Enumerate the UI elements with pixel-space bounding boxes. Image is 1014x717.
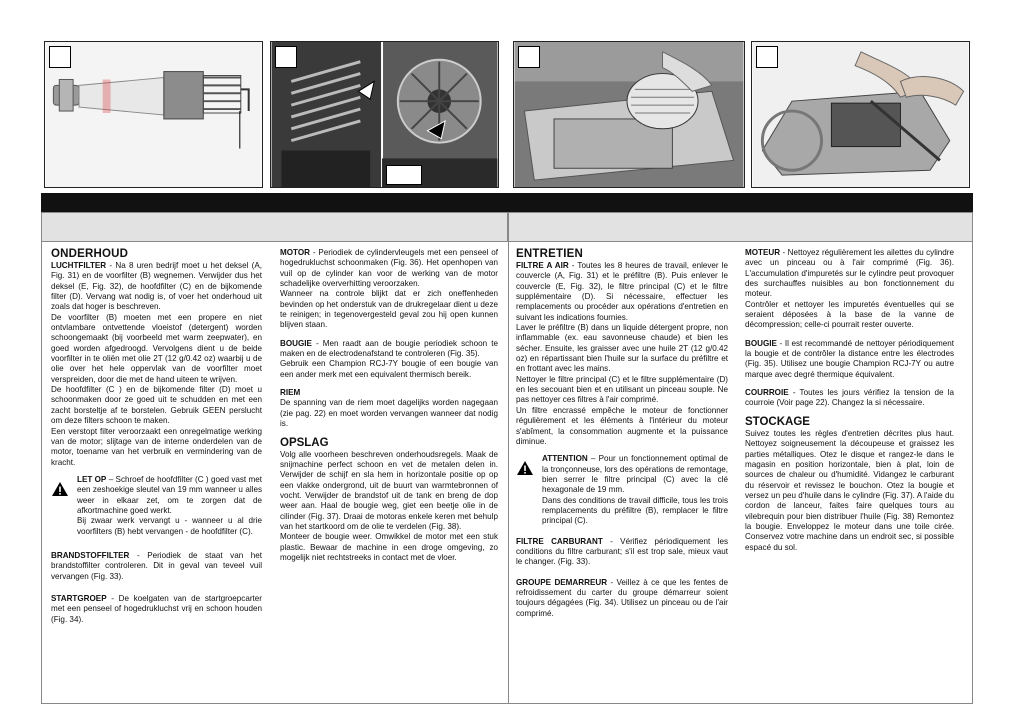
fr-filtre-paragraph: FILTRE A AIR - Toutes les 8 heures de travail, enlever le couvercle (A, Fig. 31) et le préfiltre (B). Puis enlever le couvercle (E, Fig. 32), le filtre principal (C) et le filtre supplémentaire (D). Si nécessaire, effectuer les remplacements ou procéder aux opérations d'entretien en suivant les indications fournies.	[516, 261, 728, 322]
nl-riem-paragraph: De spanning van de riem moet dagelijks worden nagegaan (zie pag. 22) en moet worden vervangen wanneer dat nodig is.	[280, 398, 498, 429]
fr-nettoyer-paragraph: Nettoyer le filtre principal (C) et le filtre supplémentaire (D) en les secouant bien et en utilisant un pinceau souple. Ne pas nettoyer ces filtres à l'air comprimé.	[516, 374, 728, 405]
machine-icon	[752, 42, 969, 187]
fr-moteur-paragraph-2: Contrôler et nettoyer les impuretés éventuelles qui se seraient déposées à la base de la vanne de décompression; celle-ci pourrait rester ouverte.	[745, 299, 954, 330]
air-filter-icon	[514, 42, 744, 187]
spark-plug-icon	[45, 42, 262, 187]
fr-warning-text: ATTENTION – Pour un fonctionnement optimal de la tronçonneuse, lors des opérations de remontage, bien serrer le filtre principal (C) avec la clé hexagonale de 19 mm.	[542, 454, 728, 495]
nl-column-1	[51, 248, 262, 632]
fr-groupe-paragraph: GROUPE DEMARREUR - Veillez à ce que les fentes de refroidissement du carter du groupe démarreur soient toujours dégagées (Fig. 34). Utilisez un pinceau ou de l'air comprimé.	[516, 577, 728, 618]
fr-courroie-paragraph: COURROIE - Toutes les jours vérifiez la tension de la courroie (Voir page 22). Changez la si nécessaire.	[745, 388, 954, 408]
nl-motor-paragraph-2: Wanneer na controle blijkt dat er zich oneffenheden bevinden op het onderstuk van de drukregelaar dient u deze te reinigen; in tegenovergesteld geval zou hij open kunnen blijven staan.	[280, 289, 498, 330]
fr-moteur-paragraph: MOTEUR - Nettoyez régulièrement les ailettes du cylindre avec un pinceau ou à l'air comprimé (Fig. 36). L'accumulation d'impuretés sur le cylindre peut provoquer des surchauffes nuisibles au bon fonctionnement du moteur.	[745, 248, 954, 299]
section-header-bar	[41, 193, 973, 212]
fr-bougie-paragraph: BOUGIE - Il est recommandé de nettoyer périodiquement la bougie et de contrôler la distance entre les électrodes (Fig. 35). Utilisez une bougie Champion RCJ-7Y ou autre marque avec degré thermique équivalent.	[745, 338, 954, 379]
air-filter-photo	[513, 41, 745, 188]
nl-verstopt-paragraph: Een verstopt filter veroorzaakt een onregelmatige werking van de motor; slijtage van de interne onderdelen van de motor, toename van het verbruik en vermindering van de kracht.	[51, 426, 262, 467]
figure-number-box	[386, 165, 422, 185]
column-divider	[508, 212, 509, 704]
nl-opslag-heading: OPSLAG	[280, 436, 329, 449]
fr-carburant-paragraph: FILTRE CARBURANT - Vérifiez périodiquement les conditions du filtre carburant; s'il est trop sale, mieux vaut le changer. (Fig. 33).	[516, 536, 728, 567]
fr-heading: ENTRETIEN	[516, 248, 583, 260]
figure-number-box	[756, 46, 778, 68]
fr-stockage-paragraph: Suivez toutes les règles d'entretien décrites plus haut. Nettoyez soigneusement la découpeuse et graissez les parties métalliques. Otez le disque et rangez-le dans le magasin en position horizontale, bien à plat, loin de sources de chaleur ou d'humidité. Vidangez le carburant du réservoir et revissez le bouchon. Otez la bougie et versez un peu d'huile dans le cylindre (Fig. 37). A l'aide du cordon de lanceur, faites faire quelques tours au vilebrequin pour bien distribuer l'huile (Fig. 38) Remontez la bougie. Enveloppez le moteur dans une toile cirée. Conservez votre machine dans un endroit sec, si possible espacé du sol.	[745, 428, 954, 552]
fr-warning-block	[516, 454, 728, 526]
fr-column-1	[516, 248, 728, 626]
nl-motor-paragraph: MOTOR - Periodiek de cylindervleugels met een penseel of hogedrukluchst schoonmaken (Fig. 36). Het openhopen van vuil op de cylinder kan voor de werking van de motor schadelijke oververhitting veroorzaken.	[280, 248, 498, 289]
figure-number-box	[49, 46, 71, 68]
nl-luchtfilter-paragraph: LUCHTFILTER - Na 8 uren bedrijf moet u het deksel (A, Fig. 31) en de voorfilter (B) wegnemen. Verwijder dus het deksel (E, Fig. 32), de hoofdfilter (C) en de bijkomende filter (D). Vervang wat nodig is, of voer het onderhoud uit zoals dat hoger is beschreven.	[51, 261, 262, 312]
spark-plug-photo	[44, 41, 263, 188]
warning-icon	[516, 454, 536, 526]
nl-heading: ONDERHOUD	[51, 248, 129, 260]
warning-icon	[51, 475, 71, 537]
figure-number-box	[275, 46, 297, 68]
storage-photo	[751, 41, 970, 188]
figure-number-box	[518, 46, 540, 68]
nl-warning-text-2: Bij zwaar werk vervangt u - wanneer u al drie voorfilters (B) hebt vervangen - de hoofdfilter (C).	[77, 516, 262, 536]
nl-column-2	[280, 248, 498, 570]
nl-riem-label: RIEM	[280, 388, 301, 398]
fr-laver-paragraph: Laver le préfiltre (B) dans un liquide détergent propre, non inflammable (ex. eau savonneuse chaude) et bien les sécher. Ensuite, les graisser avec une huile 2T (12 g/0.42 oz) en répartissant bien l'huile sur la surface du préfiltre et en frottant avec les mains.	[516, 323, 728, 374]
nl-bougie-paragraph: BOUGIE - Men raadt aan de bougie periodiek schoon te maken en de electrodenafstand te controleren (Fig. 35).	[280, 338, 498, 359]
fr-column-2	[745, 248, 954, 560]
nl-brandstof-paragraph: BRANDSTOFFILTER - Periodiek de staat van het brandstoffilter controleren. Dit in geval van teveel vuil vervangen (Fig. 33).	[51, 550, 262, 581]
nl-warning-text: LET OP – Schroef de hoofdfilter (C ) goed vast met een zeshoekige sleutel van 19 mm wanneer u alles weer in elkaar zet, om te zorgen dat de afkortmachine goed werkt.	[77, 474, 263, 515]
nl-voorfilter-paragraph: De voorfilter (B) moeten met een propere en niet ontvlambare ontvettende vloeistof (detergent) worden schoongemaakt (bij voorbeeld met warm zeepwater), en goed worden afgedroogd. Vervolgens dient u de beide voorfilter in te oliën met olie 2T (12 g/0.42 oz) waarbij u de olie over het hele oppervlak van de voorfilter moet verspreiden, door die met de hand uiteen te wrijven.	[51, 312, 262, 384]
fr-stockage-heading: STOCKAGE	[745, 415, 810, 428]
nl-opslag-paragraph-2: Monteer de bougie weer. Omwikkel de motor met een stuk plastic. Bewaar de machine in een droge omgeving, zo mogelijk niet rechtstreeks in contact met de vloer.	[280, 532, 498, 562]
nl-warning-block	[51, 475, 262, 537]
nl-bougie-paragraph-2: Gebruik een Champion RCJ-7Y bougie of een bougie van een ander merk met een equivalent thermisch bereik.	[280, 359, 498, 379]
nl-opslag-paragraph: Volg alle voorheen beschreven onderhoudsregels. Maak de snijmachine perfect schoon en vet de metalen delen in. Verwijder de schijf en sla hem in horizontale positie op op een vlakke ondergrond, uit de buurt van warmtebronnen of vocht. Verwijder de brandstof uit de tank en breng de dop weer aan. Haal de bougie weg, giet een beetje olie in de cilinder (Fig. 37). Draai de motoras enkele keren met behulp van het startkoord om de olie te verdelen (Fig. 38).	[280, 449, 498, 531]
nl-hoofdfilter-paragraph: De hoofdfilter (C ) en de bijkomende filter (D) moet u schoonmaken door ze goed uit te schudden en met een zacht borsteltje af te borstelen. Gebruik GEEN perslucht om deze filters schoon te maken.	[51, 385, 262, 426]
cylinder-fins-photo	[270, 41, 499, 188]
nl-startgroep-paragraph: STARTGROEP - De koelgaten van de startgroepcarter met een penseel of hogedrukluchst vrij en schoon houden (Fig. 34).	[51, 593, 262, 624]
arrow-icon	[271, 42, 498, 187]
fr-encrasse-paragraph: Un filtre encrassé empêche le moteur de fonctionner régulièrement et les éléments à l'intérieur du moteur s'abîment, la consommation augmente et la puissance diminue.	[516, 405, 728, 446]
fr-warning-text-2: Dans des conditions de travail difficile, tous les trois remplacements du préfiltre (B), remplacer le filtre principal (C).	[542, 495, 728, 526]
